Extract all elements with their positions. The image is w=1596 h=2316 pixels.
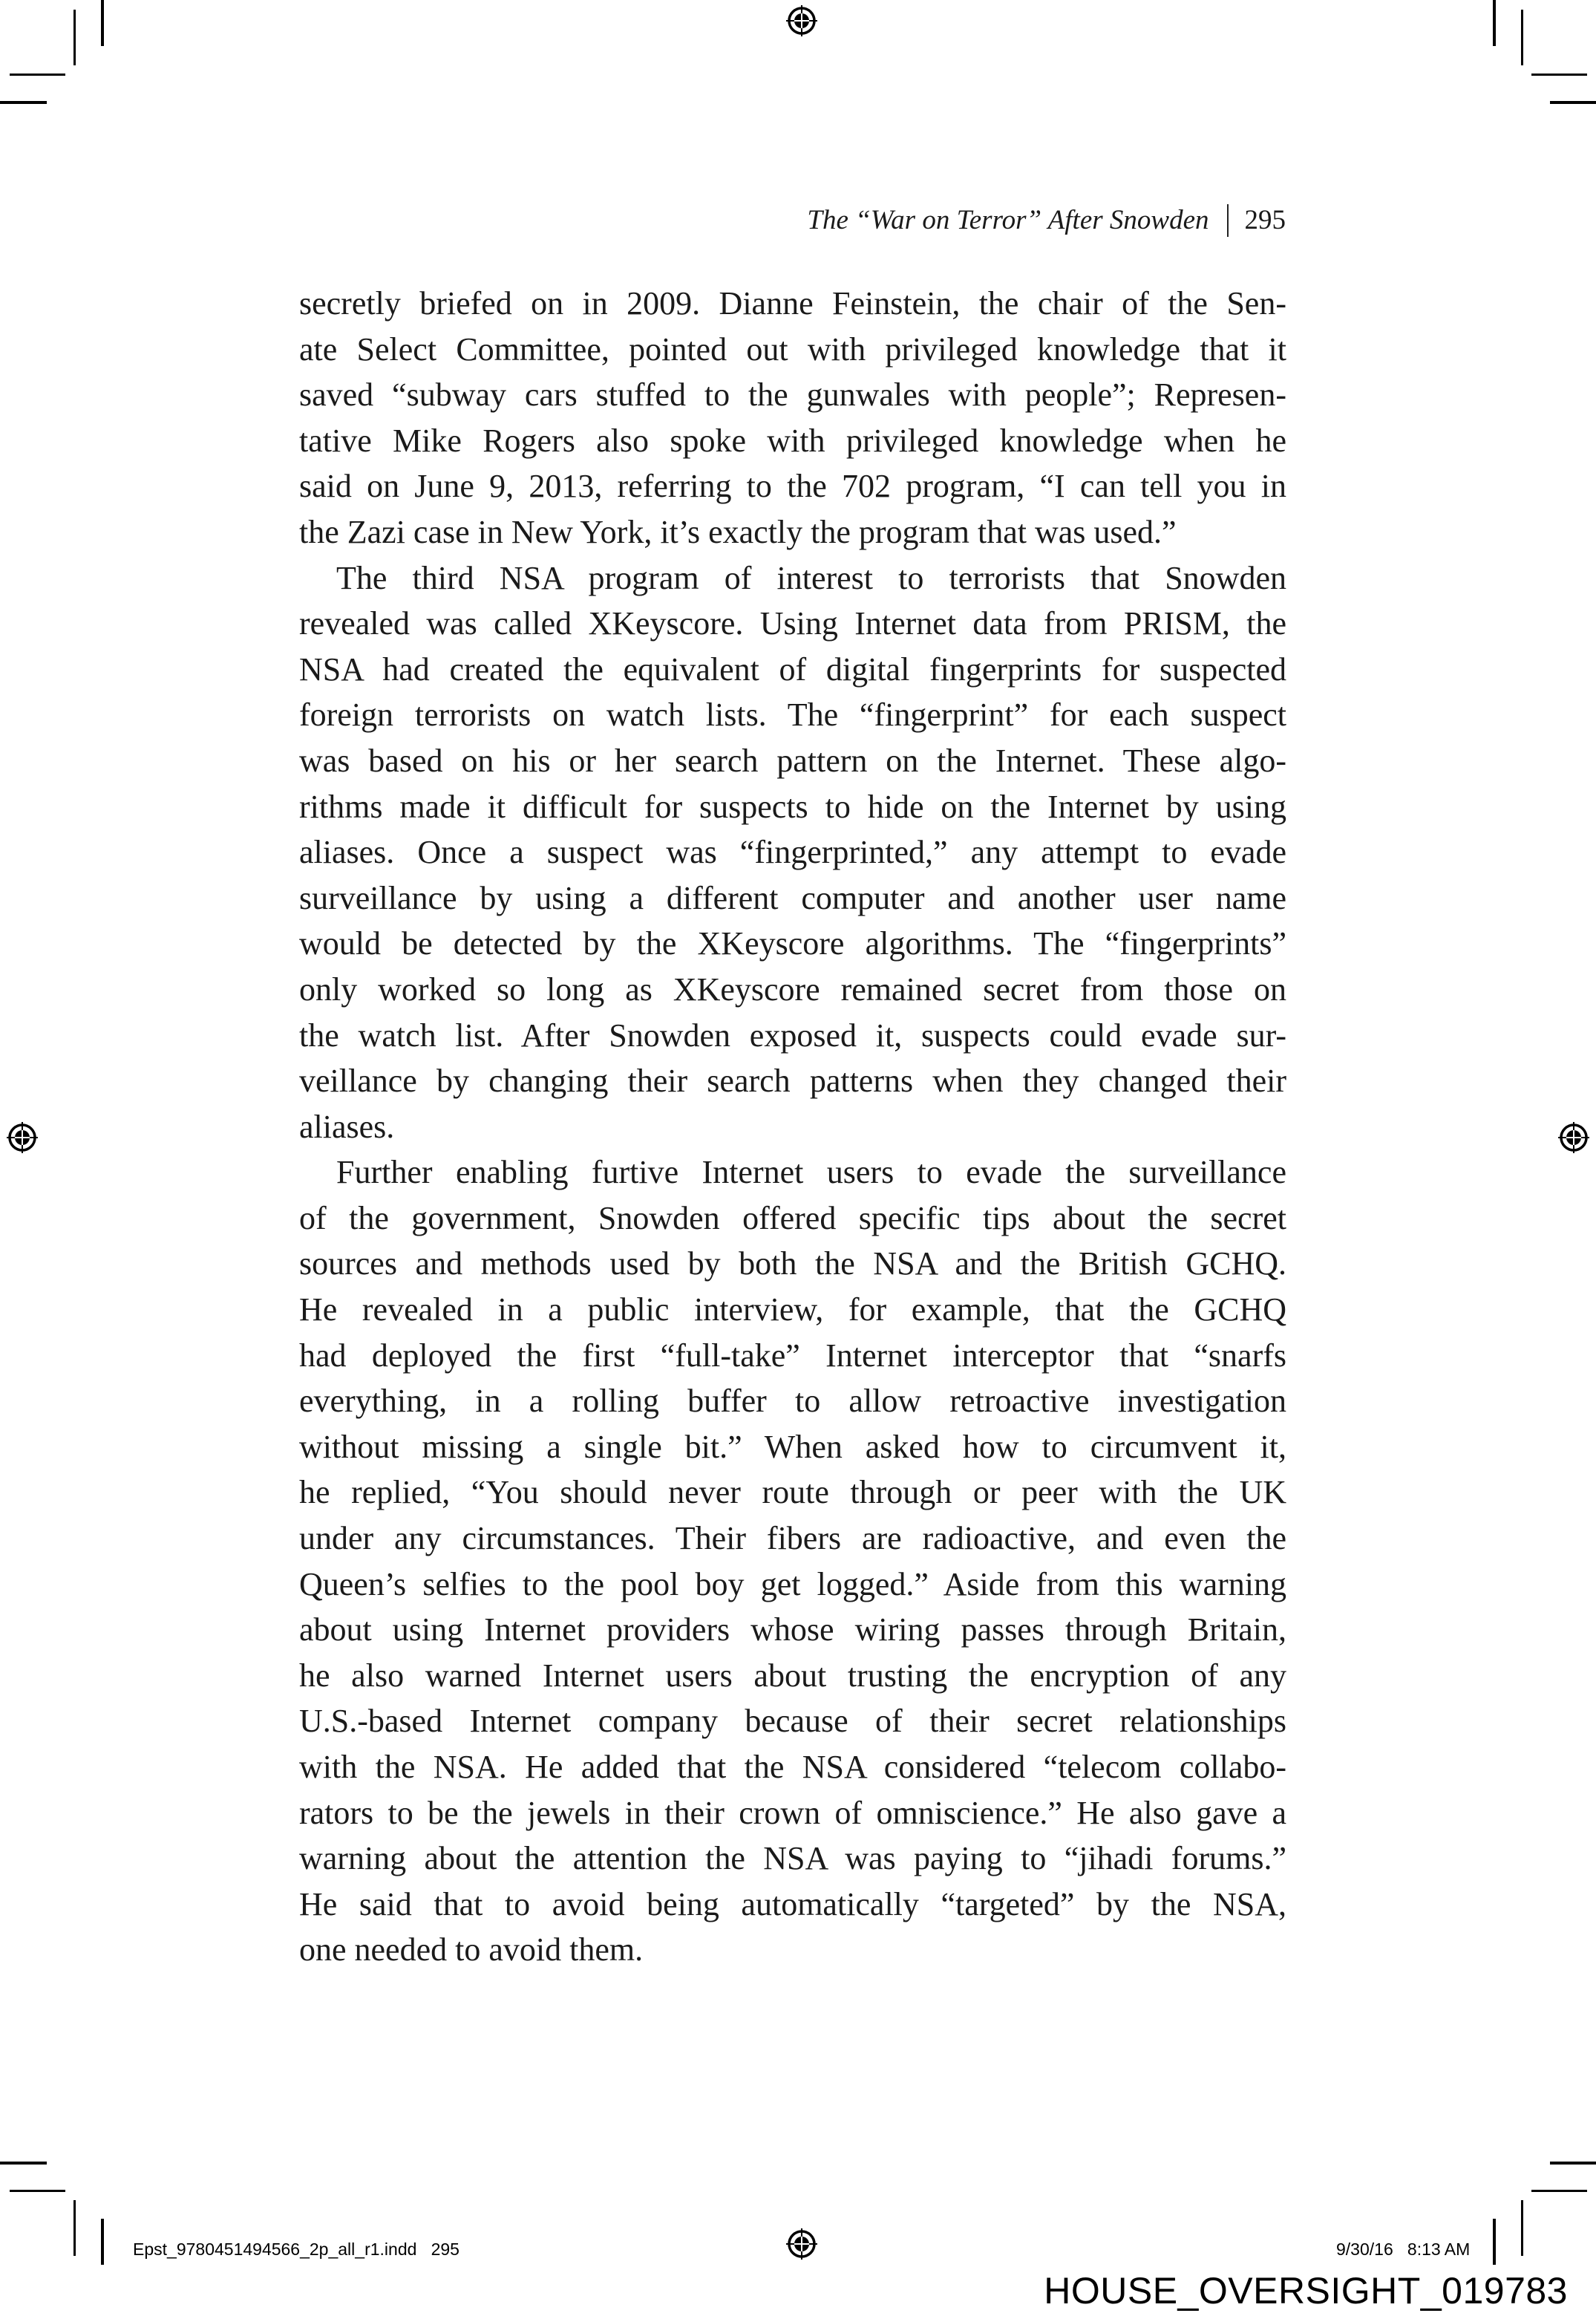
text-line: aliases. Once a suspect was “fingerprinted,” any attempt to evade: [299, 834, 1286, 871]
slug-timestamp: [1336, 2238, 1470, 2260]
registration-target-icon: [1557, 1121, 1590, 1154]
page-number: 295: [1244, 205, 1286, 235]
slug-date: 9/30/16: [1336, 2240, 1393, 2259]
crop-mark-top-left-horizontal-outer: [0, 101, 47, 104]
text-line: rators to be the jewels in their crown of omniscience.” He also gave a: [299, 1794, 1286, 1831]
text-line: He said that to avoid being automatically “targeted” by the NSA,: [299, 1885, 1286, 1922]
text-line: without missing a single bit.” When asked how to circumvent it,: [299, 1428, 1286, 1465]
crop-mark-bottom-left-horizontal-outer: [0, 2162, 47, 2165]
text-line: revealed was called XKeyscore. Using Internet data from PRISM, the: [299, 605, 1286, 642]
running-head-title: The “War on Terror” After Snowden: [807, 205, 1209, 235]
text-line: sources and methods used by both the NSA and the British GCHQ.: [299, 1245, 1286, 1282]
paragraph: [299, 1149, 1286, 1973]
crop-mark-top-left-horizontal-inner: [10, 74, 65, 76]
registration-target-icon: [6, 1121, 39, 1154]
slug-page: 295: [431, 2240, 459, 2259]
crop-mark-bottom-right-horizontal-inner: [1531, 2190, 1587, 2192]
registration-target-icon: [785, 2228, 818, 2260]
text-line: the Zazi case in New York, it’s exactly the program that was used.”: [299, 513, 1177, 550]
text-line: everything, in a rolling buffer to allow retroactive investigation: [299, 1383, 1286, 1420]
crop-mark-top-left-vertical-inner: [73, 10, 76, 65]
text-line: NSA had created the equivalent of digital fingerprints for suspected: [299, 650, 1286, 688]
text-line: Queen’s selfies to the pool boy get logged.” Aside from this warning: [299, 1565, 1286, 1602]
crop-mark-top-right-vertical-outer: [1493, 0, 1496, 46]
text-line: He revealed in a public interview, for example, that the GCHQ: [299, 1291, 1286, 1328]
crop-mark-top-right-horizontal-inner: [1531, 74, 1587, 76]
slug-file-info: [133, 2238, 459, 2260]
bates-number: HOUSE_OVERSIGHT_019783: [1044, 2270, 1568, 2312]
text-line: of the government, Snowden offered specific tips about the secret: [299, 1199, 1286, 1236]
running-head: [807, 202, 1286, 239]
text-line: one needed to avoid them.: [299, 1931, 644, 1968]
text-line: foreign terrorists on watch lists. The “fingerprint” for each suspect: [299, 697, 1286, 734]
slug-time: 8:13 AM: [1407, 2240, 1471, 2259]
text-line: aliases.: [299, 1108, 395, 1145]
text-line: with the NSA. He added that the NSA considered “telecom collabo-: [299, 1749, 1286, 1785]
text-line: U.S.-based Internet company because of their secret relationships: [299, 1703, 1286, 1740]
text-line: The third NSA program of interest to terrorists that Snowden: [336, 559, 1286, 596]
text-line: said on June 9, 2013, referring to the 702 program, “I can tell you in: [299, 468, 1286, 505]
text-line: he replied, “You should never route through or peer with the UK: [299, 1474, 1286, 1511]
text-line: was based on his or her search pattern on the Internet. These algo-: [299, 742, 1286, 779]
crop-mark-top-left-vertical-outer: [101, 0, 104, 46]
text-line: surveillance by using a different computer and another user name: [299, 879, 1286, 916]
crop-mark-bottom-left-horizontal-inner: [10, 2190, 65, 2192]
paragraph: [299, 555, 1286, 1150]
paragraph: [299, 281, 1286, 555]
text-line: would be detected by the XKeyscore algorithms. The “fingerprints”: [299, 925, 1286, 962]
text-line: had deployed the first “full-take” Internet interceptor that “snarfs: [299, 1337, 1286, 1374]
text-line: saved “subway cars stuffed to the gunwales with people”; Represen-: [299, 376, 1286, 414]
text-line: rithms made it difficult for suspects to hide on the Internet by using: [299, 788, 1286, 825]
crop-mark-bottom-left-vertical-outer: [101, 2219, 104, 2265]
body-text: [299, 281, 1286, 1973]
crop-mark-bottom-right-vertical-inner: [1521, 2200, 1523, 2256]
slug-filename: Epst_9780451494566_2p_all_r1.indd: [133, 2240, 417, 2259]
text-line: warning about the attention the NSA was paying to “jihadi forums.”: [299, 1840, 1286, 1877]
text-line: he also warned Internet users about trusting the encryption of any: [299, 1657, 1286, 1694]
text-line: secretly briefed on in 2009. Dianne Feinstein, the chair of the Sen-: [299, 285, 1286, 322]
crop-mark-top-right-horizontal-outer: [1550, 101, 1596, 104]
text-line: about using Internet providers whose wiring passes through Britain,: [299, 1611, 1286, 1648]
text-line: tative Mike Rogers also spoke with privileged knowledge when he: [299, 422, 1286, 459]
text-line: veillance by changing their search patterns when they changed their: [299, 1063, 1286, 1100]
crop-mark-bottom-left-vertical-inner: [73, 2200, 76, 2256]
registration-target-icon: [785, 4, 818, 37]
text-line: ate Select Committee, pointed out with privileged knowledge that it: [299, 330, 1286, 368]
crop-mark-bottom-right-horizontal-outer: [1550, 2162, 1596, 2165]
crop-mark-bottom-right-vertical-outer: [1493, 2219, 1496, 2265]
crop-mark-top-right-vertical-inner: [1521, 10, 1523, 65]
text-line: Further enabling furtive Internet users to evade the surveillance: [336, 1154, 1286, 1191]
text-line: under any circumstances. Their fibers are radioactive, and even the: [299, 1520, 1286, 1557]
text-line: only worked so long as XKeyscore remained secret from those on: [299, 971, 1286, 1008]
text-line: the watch list. After Snowden exposed it, suspects could evade sur-: [299, 1017, 1286, 1054]
running-head-separator: [1227, 204, 1229, 237]
